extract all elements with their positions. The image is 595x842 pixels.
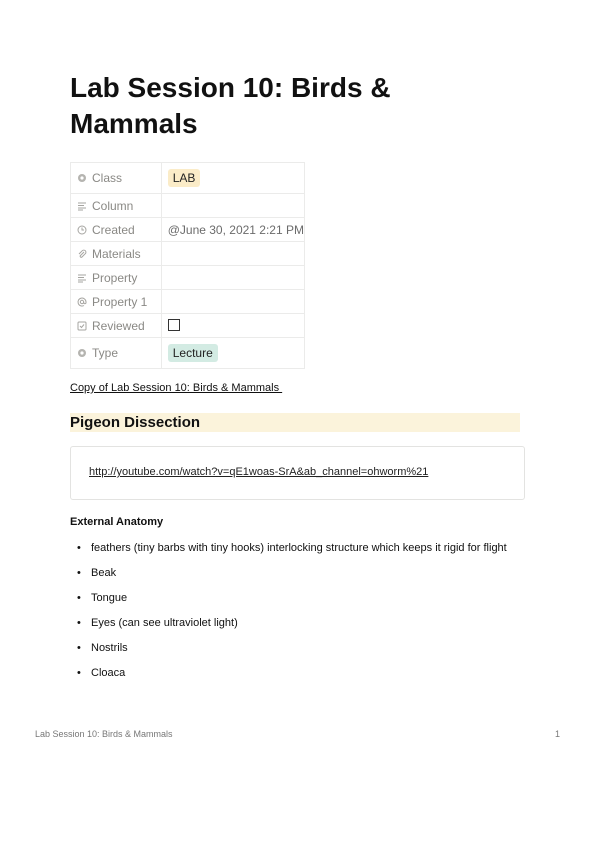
property-row-materials — [71, 242, 305, 266]
property-row-property-1 — [71, 290, 305, 314]
property-row-type — [71, 338, 305, 369]
bookmark-url-link[interactable]: http://youtube.com/watch?v=qE1woas-SrA&ab_channel=ohworm%21 — [89, 466, 429, 478]
property-value-class[interactable] — [161, 163, 304, 194]
property-value-column[interactable] — [161, 194, 304, 218]
page-number: 1 — [555, 729, 561, 739]
text-lines-icon — [77, 201, 87, 211]
external-anatomy-list — [70, 540, 530, 690]
reviewed-checkbox[interactable] — [168, 319, 180, 331]
list-item: • Eyes (can see ultraviolet light) — [77, 617, 238, 629]
property-value-materials[interactable] — [161, 242, 304, 266]
property-value-property[interactable] — [161, 266, 304, 290]
list-item: • Cloaca — [77, 667, 126, 679]
property-key: Created — [92, 222, 135, 237]
lecture-tag[interactable]: Lecture — [168, 344, 218, 362]
property-value-created: @June 30, 2021 2:21 PM — [161, 218, 304, 242]
clock-icon — [77, 225, 87, 235]
copy-page-link[interactable]: Copy of Lab Session 10: Birds & Mammals — [70, 382, 283, 394]
bullet-icon: • — [77, 642, 81, 654]
external-anatomy-heading: External Anatomy — [70, 516, 164, 528]
property-key: Type — [92, 346, 119, 360]
select-icon — [77, 173, 87, 183]
property-row-created — [71, 218, 305, 242]
property-row-reviewed — [71, 314, 305, 338]
property-row-property — [71, 266, 305, 290]
at-icon — [77, 297, 87, 307]
property-value-type[interactable] — [161, 338, 304, 369]
text-lines-icon — [77, 273, 87, 283]
select-icon — [77, 348, 87, 358]
paperclip-icon — [77, 249, 87, 259]
footer-title: Lab Session 10: Birds & Mammals — [35, 729, 173, 739]
lab-tag[interactable]: LAB — [168, 169, 201, 187]
bullet-icon: • — [77, 617, 81, 629]
bullet-icon: • — [77, 667, 81, 679]
page-title: Lab Session 10: Birds & Mammals — [70, 72, 391, 139]
checkbox-icon — [77, 321, 87, 331]
property-row-class — [71, 163, 305, 194]
properties-table — [70, 162, 305, 369]
property-row-column — [71, 194, 305, 218]
bullet-icon: • — [77, 567, 81, 579]
property-key: Reviewed — [92, 318, 145, 333]
list-item: • Beak — [77, 567, 117, 579]
property-key: Property 1 — [92, 294, 148, 309]
property-key: Materials — [92, 246, 141, 261]
list-item: • Nostrils — [77, 642, 128, 654]
property-key: Class — [92, 171, 123, 185]
list-item: • feathers (tiny barbs with tiny hooks) interlocking structure which keeps it rigid for flight — [77, 542, 507, 554]
list-item: • Tongue — [77, 592, 128, 604]
bullet-icon: • — [77, 542, 81, 554]
section-heading: Pigeon Dissection — [70, 413, 520, 432]
bookmark-card[interactable] — [70, 446, 525, 500]
property-value-property-1[interactable] — [161, 290, 304, 314]
property-key: Column — [92, 198, 134, 213]
bullet-icon: • — [77, 592, 81, 604]
property-key: Property — [92, 270, 138, 285]
